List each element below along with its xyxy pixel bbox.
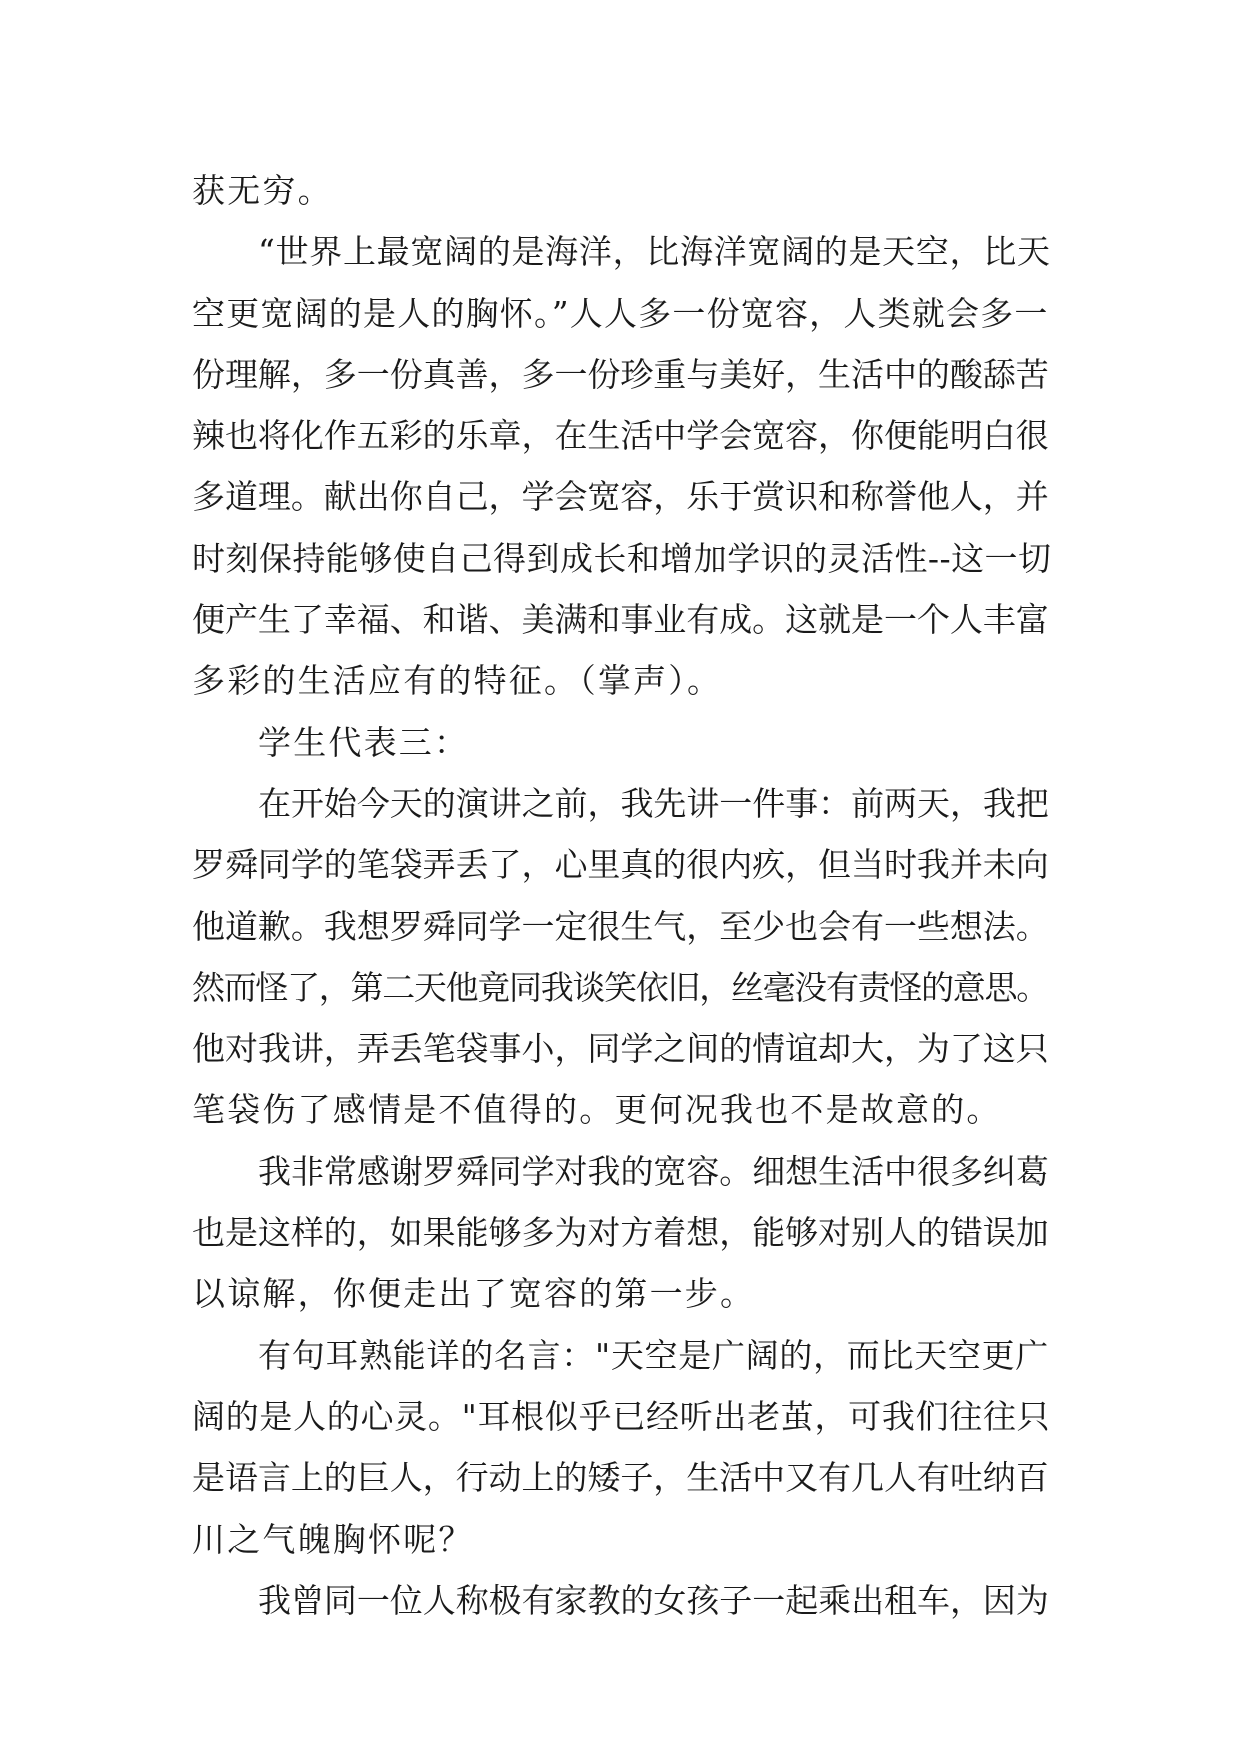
text-line: 在开始今天的演讲之前，我先讲一件事：前两天，我把	[258, 783, 1049, 823]
text-line: 笔袋伤了感情是不值得的。更何况我也不是故意的。	[192, 1090, 1002, 1130]
text-line: 我非常感谢罗舜同学对我的宽容。细想生活中很多纠葛	[258, 1151, 1049, 1191]
text-line: “世界上最宽阔的是海洋，比海洋宽阔的是天空，比天	[258, 232, 1051, 272]
text-line: 然而怪了，第二天他竟同我谈笑依旧，丝毫没有责怪的意思。	[192, 967, 1048, 1007]
text-line: 便产生了幸福、和谐、美满和事业有成。这就是一个人丰富	[192, 600, 1049, 640]
text-line: 他道歉。我想罗舜同学一定很生气，至少也会有一些想法。	[192, 906, 1049, 946]
text-line: 川之气魄胸怀呢？	[192, 1519, 474, 1559]
text-line: 有句耳熟能详的名言："天空是广阔的，而比天空更广	[258, 1335, 1049, 1375]
text-line: 他对我讲，弄丢笔袋事小，同学之间的情谊却大，为了这只	[192, 1029, 1049, 1069]
body-text	[192, 160, 1052, 1631]
text-line: 也是这样的，如果能够多为对方着想，能够对别人的错误加	[192, 1213, 1049, 1253]
text-line: 辣也将化作五彩的乐章，在生活中学会宽容，你便能明白很	[192, 416, 1049, 456]
text-line: 获无穷。	[192, 171, 333, 210]
text-line: 罗舜同学的笔袋弄丢了，心里真的很内疚，但当时我并未向	[192, 845, 1049, 885]
text-line: 多道理。献出你自己，学会宽容，乐于赏识和称誉他人，并	[192, 477, 1049, 517]
text-line: 份理解，多一份真善，多一份珍重与美好，生活中的酸舔苦	[192, 354, 1049, 394]
text-line: 是语言上的巨人，行动上的矮子，生活中又有几人有吐纳百	[192, 1458, 1049, 1498]
text-line: 我曾同一位人称极有家教的女孩子一起乘出租车，因为	[258, 1580, 1049, 1620]
text-line: 阔的是人的心灵。"耳根似乎已经听出老茧，可我们往往只	[192, 1396, 1051, 1436]
text-line: 多彩的生活应有的特征。（掌声）。	[192, 661, 723, 701]
text-line: 空更宽阔的是人的胸怀。”人人多一份宽容，人类就会多一	[192, 293, 1049, 333]
text-line: 以谅解，你便走出了宽容的第一步。	[192, 1274, 756, 1314]
section-heading: 学生代表三：	[258, 722, 470, 762]
text-line: 时刻保持能够使自己得到成长和增加学识的灵活性--这一切	[192, 538, 1052, 578]
